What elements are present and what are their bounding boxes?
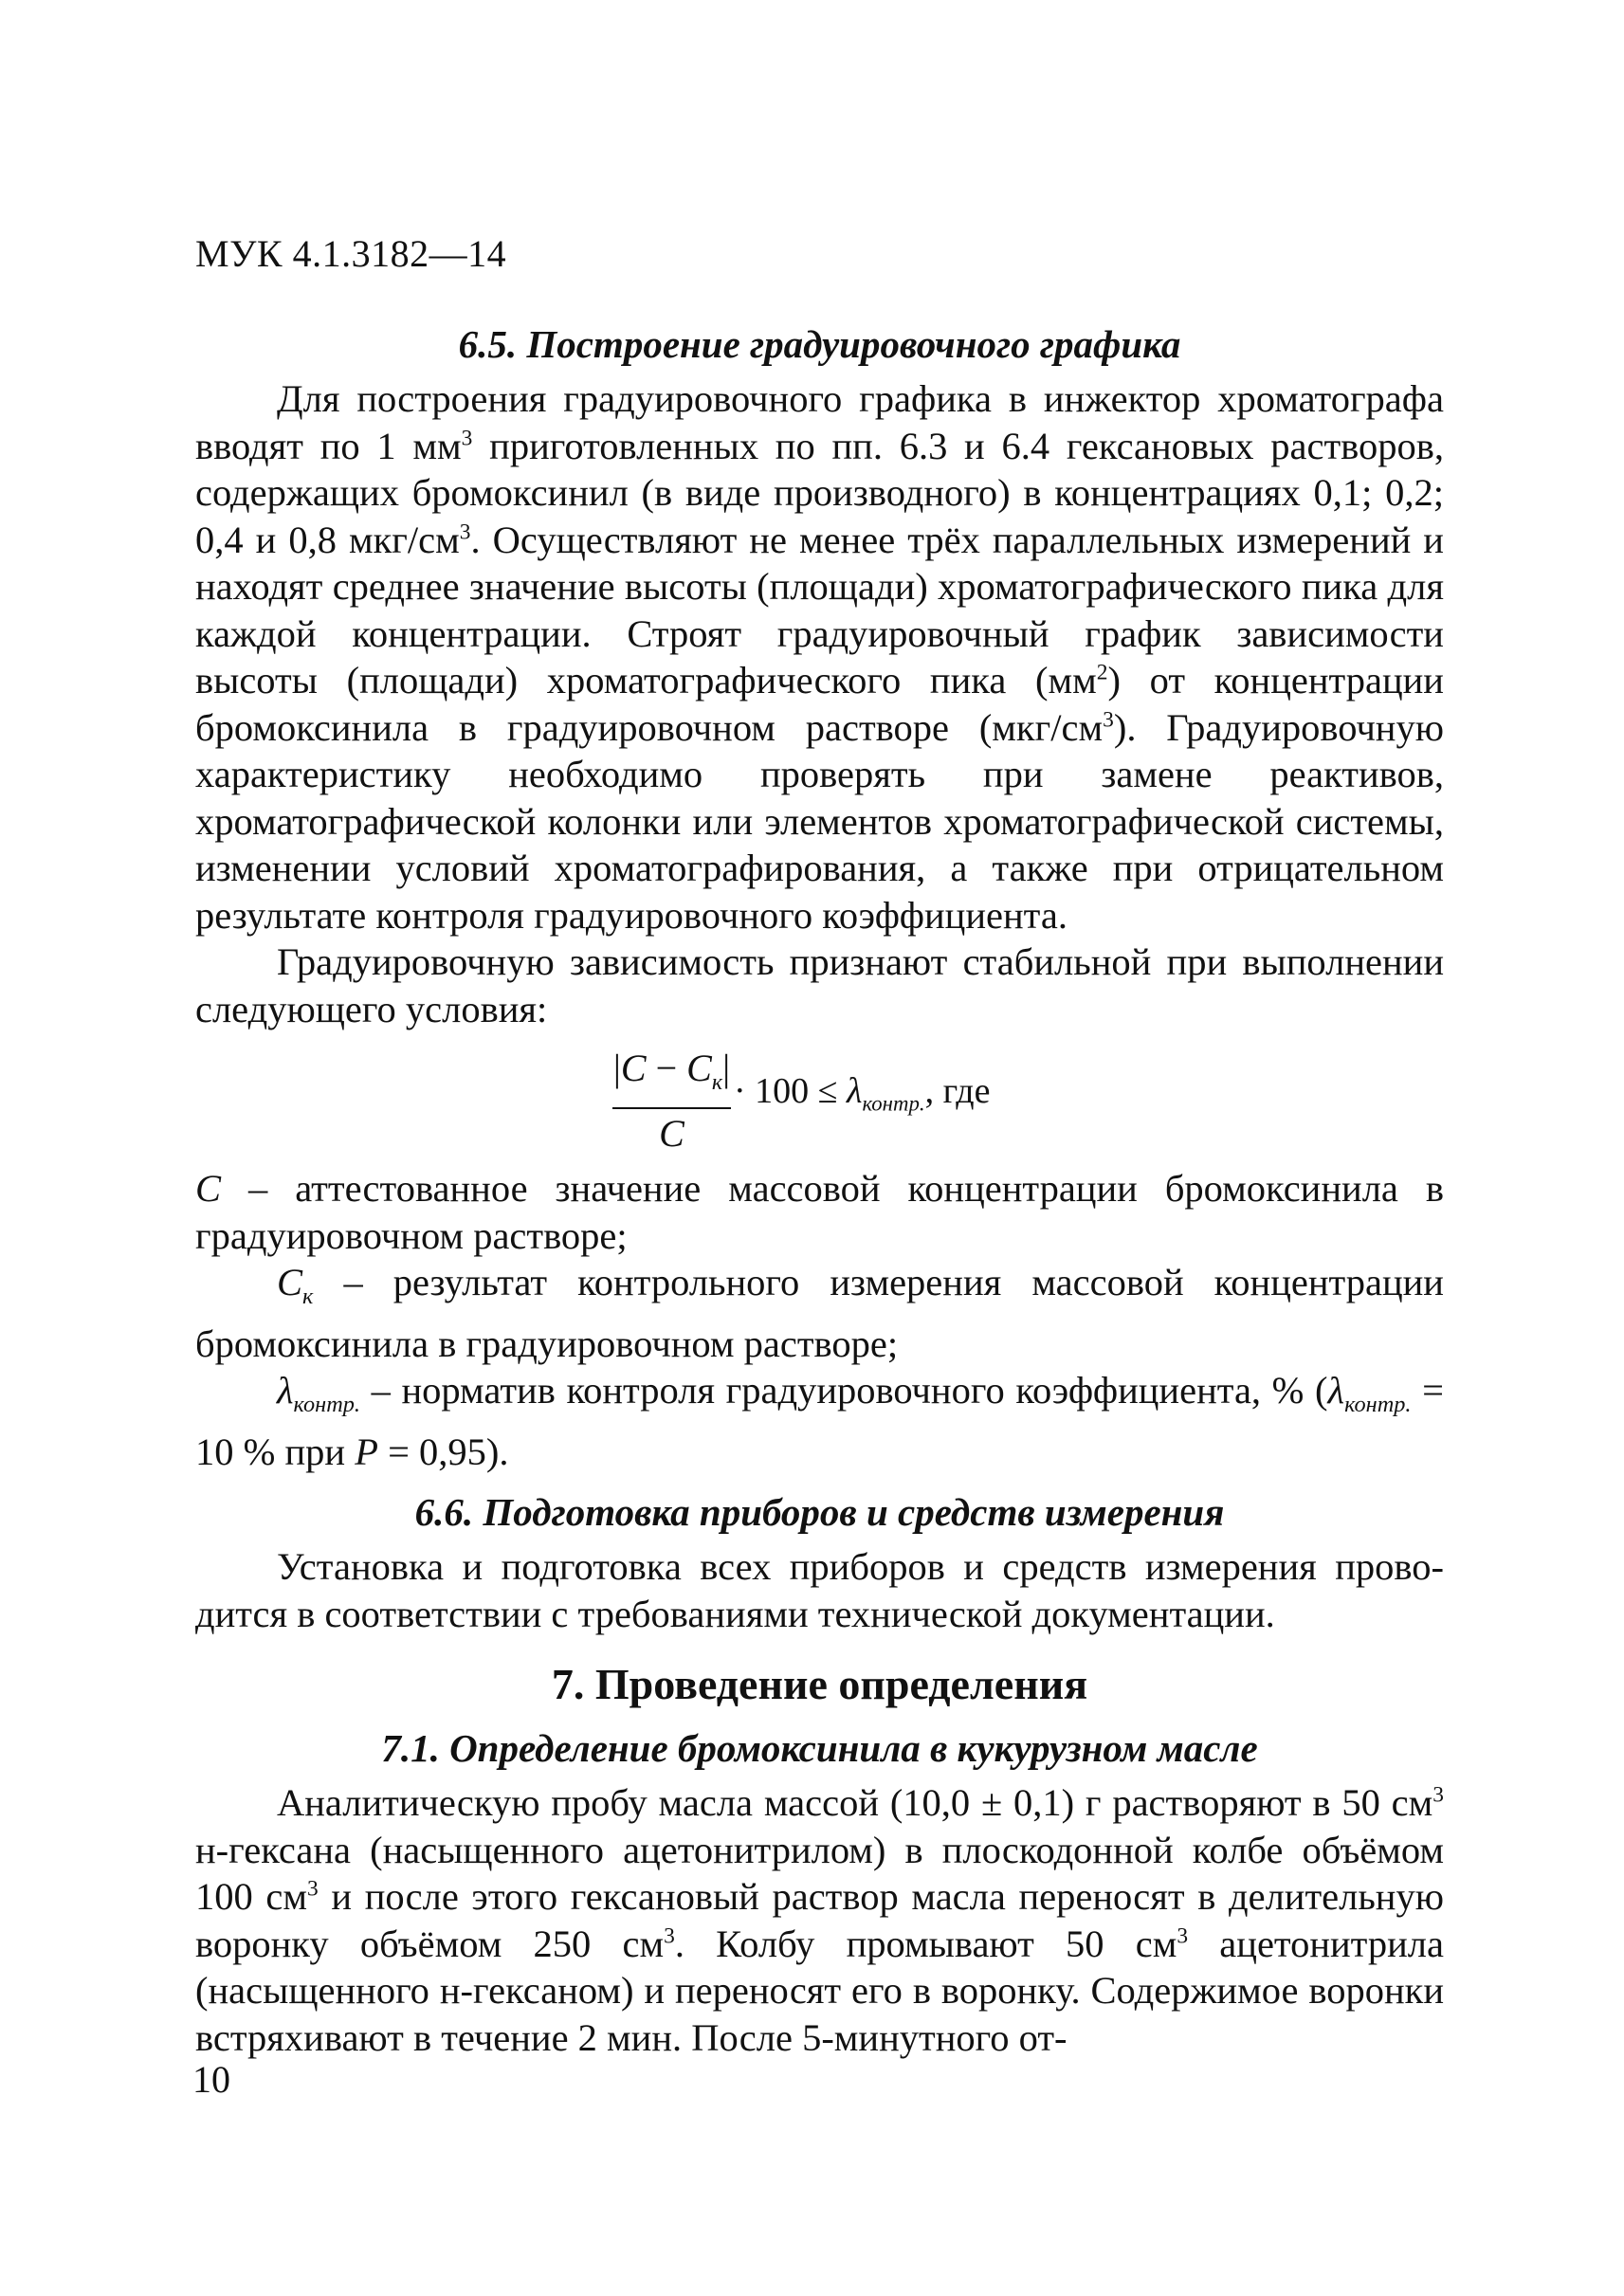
stability-formula: [195, 1036, 1444, 1157]
page-number: 10: [192, 2058, 230, 2101]
section-6-6-title: 6.6. Подготовка приборов и средств измерения: [414, 1490, 1225, 1535]
section-6-6-paragraph-1: Установка и подготовка всех приборов и средств измерения проводится в соответствии с требованиями технической документации.: [195, 1545, 1444, 1635]
document-code-header: МУК 4.1.3182—14: [195, 232, 507, 275]
formula-numerator: $|C - C_к|$: [612, 1048, 731, 1109]
section-6-5-title: 6.5. Построение градуировочного графика: [458, 322, 1181, 366]
page-content: [195, 320, 1444, 2061]
definition-ck: $C_к$ – результат контрольного измерения массовой концентрации бромоксинила в градуировочном растворе;: [195, 1261, 1444, 1365]
definition-lambda: $\lambda_{контр.}$ – норматив контроля градуировочного коэффициента, % ($\lambda_{контр.} = 10$ % при P = 0,95).: [195, 1369, 1444, 1473]
section-6-5-paragraph-1: Для построения градуировочного графика в инжектор хроматографа вводят по 1 $мм^3$ приготовленных по пп. 6.3 и 6.4 гексановых растворов, содержащих бромоксинил (в виде производного) в концентрациях 0,1; 0,2; 0,4 и 0,8 мкг/$см^3$. Осуществляют не менее трёх параллельных измерений и находят среднее значение высоты (площади) хроматографического пика для каждой концентрации. Строят градуировочный график зависимости высоты (площади) хроматографического пика $(мм^2)$ от концентрации бромоксинила в градуировочном растворе $(мкг/см^3)$. Градуировочную характеристику необходимо проверять при замене реактивов, хроматографической колонки или элементов хроматографической системы, изменении условий хроматографирования, а также при отрицательном результате контроля градуировочного коэффициента.: [195, 377, 1445, 937]
formula-fraction: [612, 1048, 731, 1157]
definition-c: C – аттестованное значение массовой концентрации бромоксинила в градуировочном растворе;: [195, 1167, 1444, 1257]
section-7-1-paragraph-1: Аналитическую пробу масла массой (10,0 ± 0,1) г растворяют в 50 $см^3$ н-гексана (насыщенного ацетонитрилом) в плоскодонной колбе объёмом 100 $см^3$ и после этого гексановый раствор масла переносят в делительную воронку объёмом 250 $см^3$. Колбу промывают 50 $см^3$ ацетонитрила (насыщенного н-гексаном) и переносят его в воронку. Содержимое воронки встряхивают в течение 2 мин. После 5-минутного от-: [195, 1781, 1444, 2059]
section-7-title: 7. Проведение определения: [551, 1660, 1088, 1709]
formula-denominator: C: [659, 1112, 684, 1155]
section-6-5-paragraph-2: Градуировочную зависимость признают стабильной при выполнении следующего условия:: [195, 940, 1444, 1030]
section-7-1-title: 7.1. Определение бромоксинила в кукурузном масле: [381, 1726, 1258, 1771]
formula-inequality: · $100 \le \lambda_{контр.}$, где: [734, 1071, 991, 1116]
